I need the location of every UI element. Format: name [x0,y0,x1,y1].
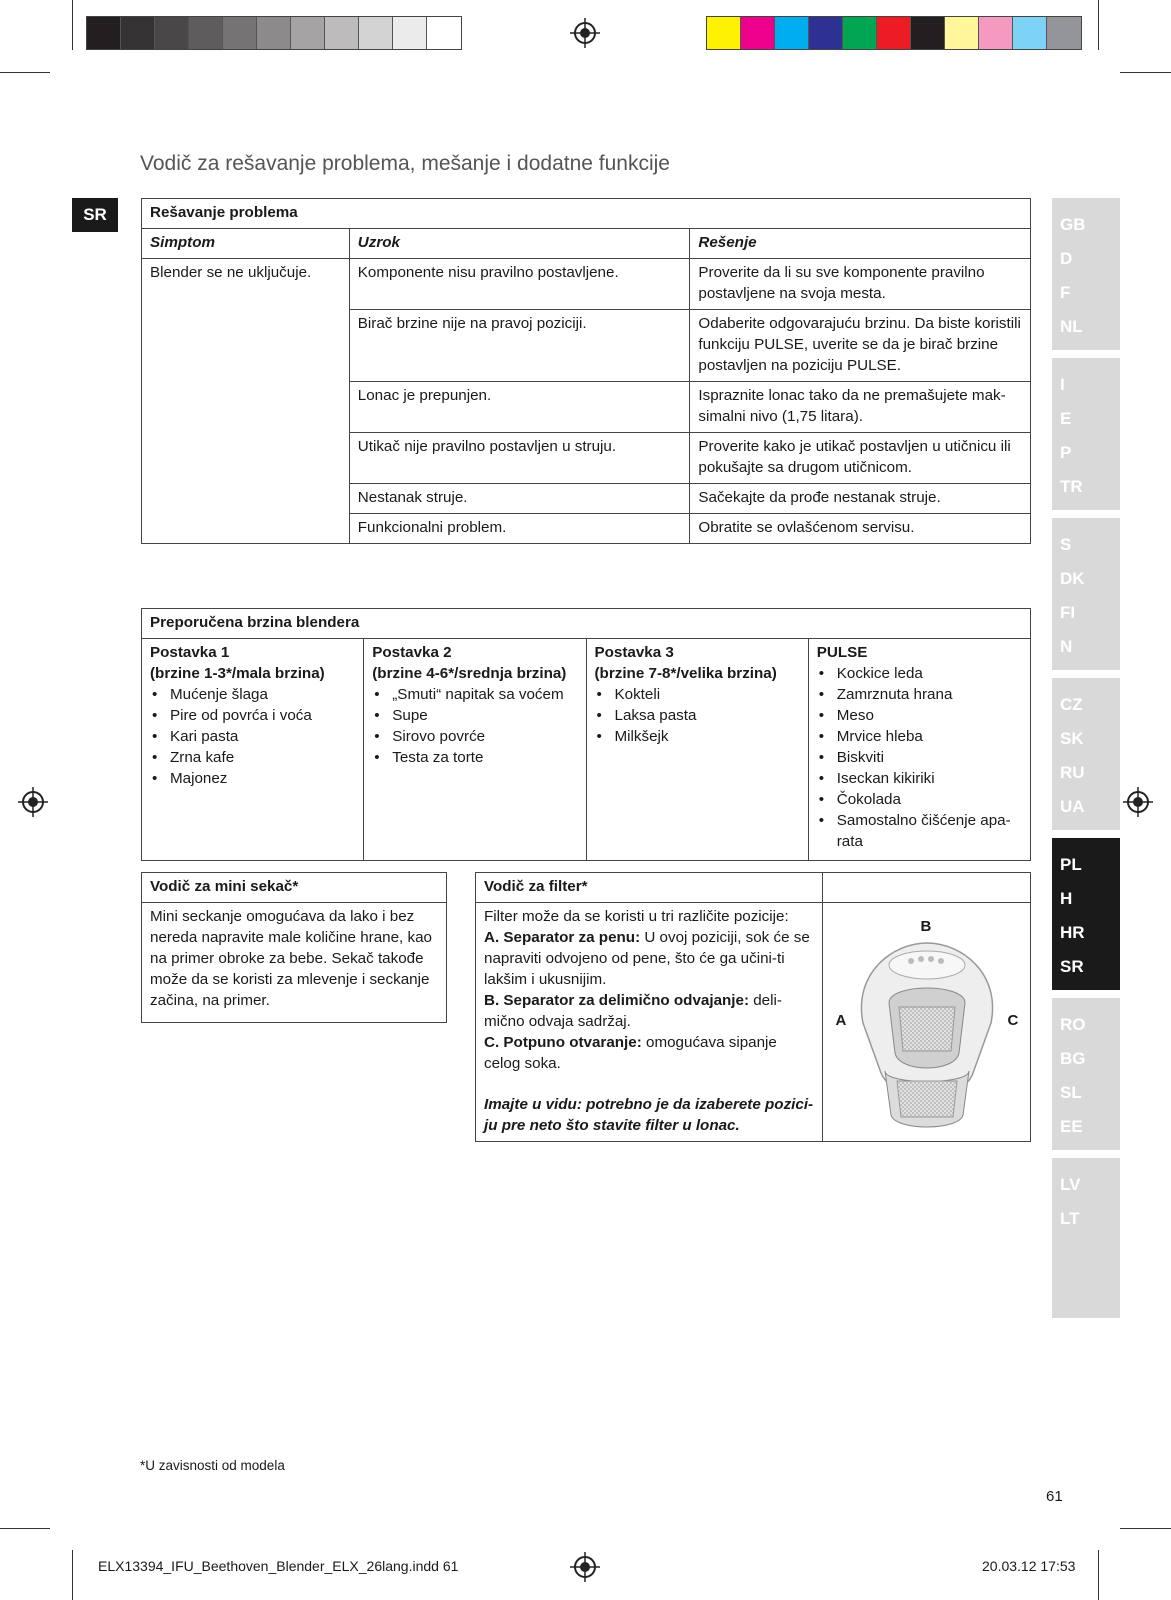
setting-title: PULSE [816,643,868,661]
language-group [1052,678,1120,830]
list-item: • „Smuti“ napitak sa voćem [372,685,577,706]
language-group [1052,358,1120,510]
setting-speed-range: (brzine 7-8*/velika brzina) [594,664,777,682]
language-code: H [1060,889,1073,908]
filter-illustration-cell [823,902,1031,1141]
language-code: LT [1060,1209,1080,1228]
list-item: • Majonez [150,769,355,790]
language-tab-sr: SR [72,198,118,232]
filter-intro: Filter može da se koristi u tri različite pozicije: [484,907,789,925]
illustration-label-b: B [920,917,932,935]
position-a-label: A. Separator za penu: [484,928,641,946]
mini-chopper-table [141,872,447,1023]
language-group [1052,1158,1120,1318]
speed-setting-column [808,638,1030,860]
color-swatch [359,17,393,49]
solution-cell: Odaberite odgovarajuću brzinu. Da biste koristili funkciju PULSE, uverite se da je birač brzine postavljen na poziciju PULSE. [690,309,1031,381]
troubleshooting-table [141,198,1031,544]
cause-cell: Nestanak struje. [349,483,690,513]
solution-cell: Proverite kako je utikač postavljen u utičnicu ili pokušajte sa drugom utičnicom. [690,432,1031,483]
crop-mark [0,1528,50,1529]
position-a-text: U ovoj poziciji, sok će se napraviti odvojeno od pene, što će ga učini-ti lakšim i ukusnijim. [484,928,810,988]
filter-illustration [823,903,1031,1143]
color-swatch [1047,17,1081,49]
language-code: EE [1060,1117,1083,1136]
language-code: CZ [1060,695,1083,714]
page-number: 61 [1046,1488,1063,1505]
column-header-cause: Uzrok [349,228,690,258]
language-code: FI [1060,603,1076,622]
language-code: DK [1060,569,1085,588]
language-sidebar [1052,198,1120,1326]
color-swatch [809,17,843,49]
registration-mark-icon [570,1552,600,1582]
filter-position-b [484,991,814,1033]
color-swatch [911,17,945,49]
color-swatch [707,17,741,49]
registration-mark-icon [18,787,48,817]
list-item: • Supe [372,706,577,727]
filter-position-a [484,928,814,991]
crop-mark [1098,0,1099,50]
speed-setting-column [142,638,364,860]
color-swatch [121,17,155,49]
color-swatch [843,17,877,49]
language-code: E [1060,409,1072,428]
language-code: F [1060,283,1071,302]
table-heading: Preporučena brzina blendera [142,609,1031,639]
registration-mark-icon [570,18,600,48]
cause-cell: Komponente nisu pravilno postavljene. [349,258,690,309]
color-swatch [155,17,189,49]
color-swatch [1013,17,1047,49]
empty-header-cell [823,873,1031,903]
list-item: • Čokolada [817,790,1022,811]
cause-cell: Funkcionalni problem. [349,513,690,543]
position-b-text: deli-mično odvaja sadržaj. [484,991,782,1030]
setting-speed-range: (brzine 4-6*/srednja brzina) [372,664,567,682]
crop-mark [1120,1528,1171,1529]
list-item: • Samostalno čišćenje apa-rata [817,811,1022,853]
illustration-label-a: A [835,1011,847,1029]
color-swatch [979,17,1013,49]
color-swatch [189,17,223,49]
list-item: • Mućenje šlaga [150,685,355,706]
food-list [150,685,355,790]
list-item: • Zrna kafe [150,748,355,769]
filter-position-c [484,1033,814,1075]
page-title: Vodič za rešavanje problema, mešanje i dodatne funkcije [140,152,670,175]
list-item: • Testa za torte [372,748,577,769]
print-slug-file: ELX13394_IFU_Beethoven_Blender_ELX_26lang.indd 61 [98,1558,459,1574]
list-item: • Meso [817,706,1022,727]
position-c-text: omogućava sipanje celog soka. [484,1033,777,1072]
color-swatch [325,17,359,49]
language-group [1052,518,1120,670]
color-swatch [945,17,979,49]
color-swatch [741,17,775,49]
speed-setting-column [586,638,808,860]
list-item: • Iseckan kikiriki [817,769,1022,790]
cause-cell: Birač brzine nije na pravoj poziciji. [349,309,690,381]
color-swatch [291,17,325,49]
language-code: PL [1060,855,1082,874]
position-b-label: B. Separator za delimično odvajanje: [484,991,750,1009]
list-item: • Mrvice hleba [817,727,1022,748]
language-code: LV [1060,1175,1081,1194]
mini-chopper-text: Mini seckanje omogućava da lako i bez nereda napravite male količine hrane, kao na primer obroke za bebe. Sekač takođe može da se koristi za mlevenje i seckanje začina, na primer. [142,902,447,1022]
symptom-cell: Blender se ne uključuje. [142,258,350,543]
solution-cell: Obratite se ovlašćenom servisu. [690,513,1031,543]
solution-cell: Proverite da li su sve komponente pravilno postavljene na svoja mesta. [690,258,1031,309]
cause-cell: Utikač nije pravilno postavljen u struju. [349,432,690,483]
language-code: N [1060,637,1073,656]
list-item: • Zamrznuta hrana [817,685,1022,706]
list-item: • Kokteli [595,685,800,706]
language-code: BG [1060,1049,1086,1068]
color-swatch [393,17,427,49]
setting-title: Postavka 1 [150,643,230,661]
language-code: UA [1060,797,1085,816]
illustration-label-c: C [1007,1011,1019,1029]
language-code: NL [1060,317,1083,336]
column-header-symptom: Simptom [142,228,350,258]
language-code: RO [1060,1015,1086,1034]
crop-mark [0,72,50,73]
solution-cell: Ispraznite lonac tako da ne premašujete mak-simalni nivo (1,75 litara). [690,381,1031,432]
language-code: D [1060,249,1073,268]
language-group [1052,838,1120,990]
list-item: • Kockice leda [817,664,1022,685]
setting-title: Postavka 3 [594,643,674,661]
food-list [817,664,1022,853]
column-header-solution: Rešenje [690,228,1031,258]
process-color-bar [706,16,1082,50]
color-swatch [87,17,121,49]
list-item: • Pire od povrća i voća [150,706,355,727]
table-heading: Rešavanje problema [142,199,1031,229]
filter-text [476,902,823,1141]
list-item: • Kari pasta [150,727,355,748]
print-slug-date: 20.03.12 17:53 [982,1558,1076,1574]
food-list [595,685,800,748]
language-group [1052,198,1120,350]
cause-cell: Lonac je prepunjen. [349,381,690,432]
color-swatch [427,17,461,49]
crop-mark [1098,1550,1099,1600]
color-swatch [257,17,291,49]
list-item: • Milkšejk [595,727,800,748]
crop-mark [1120,72,1171,73]
color-swatch [775,17,809,49]
setting-title: Postavka 2 [372,643,452,661]
list-item: • Sirovo povrće [372,727,577,748]
filter-note: Imajte u vidu: potrebno je da izaberete pozici-ju pre neto što stavite filter u lonac. [484,1095,814,1134]
language-code: RU [1060,763,1085,782]
table-heading: Vodič za mini sekač* [142,873,447,903]
crop-mark [72,1550,73,1600]
language-code: S [1060,535,1072,554]
registration-mark-icon [1123,787,1153,817]
language-code: SK [1060,729,1084,748]
color-swatch [877,17,911,49]
language-code: SL [1060,1083,1082,1102]
language-code: P [1060,443,1072,462]
solution-cell: Sačekajte da prođe nestanak struje. [690,483,1031,513]
grayscale-color-bar [86,16,462,50]
list-item: • Biskviti [817,748,1022,769]
setting-speed-range: (brzine 1-3*/mala brzina) [150,664,325,682]
crop-mark [72,0,73,50]
footnote: *U zavisnosti od modela [140,1458,285,1473]
food-list [372,685,577,769]
language-code: I [1060,375,1065,394]
position-c-label: C. Potpuno otvaranje: [484,1033,642,1051]
language-group [1052,998,1120,1150]
language-code: SR [1060,957,1084,976]
language-code: GB [1060,215,1086,234]
speed-table [141,608,1031,861]
speed-setting-column [364,638,586,860]
list-item: • Laksa pasta [595,706,800,727]
language-code: HR [1060,923,1085,942]
language-code: TR [1060,477,1083,496]
table-heading: Vodič za filter* [476,873,823,903]
color-swatch [223,17,257,49]
filter-table [475,872,1031,1142]
